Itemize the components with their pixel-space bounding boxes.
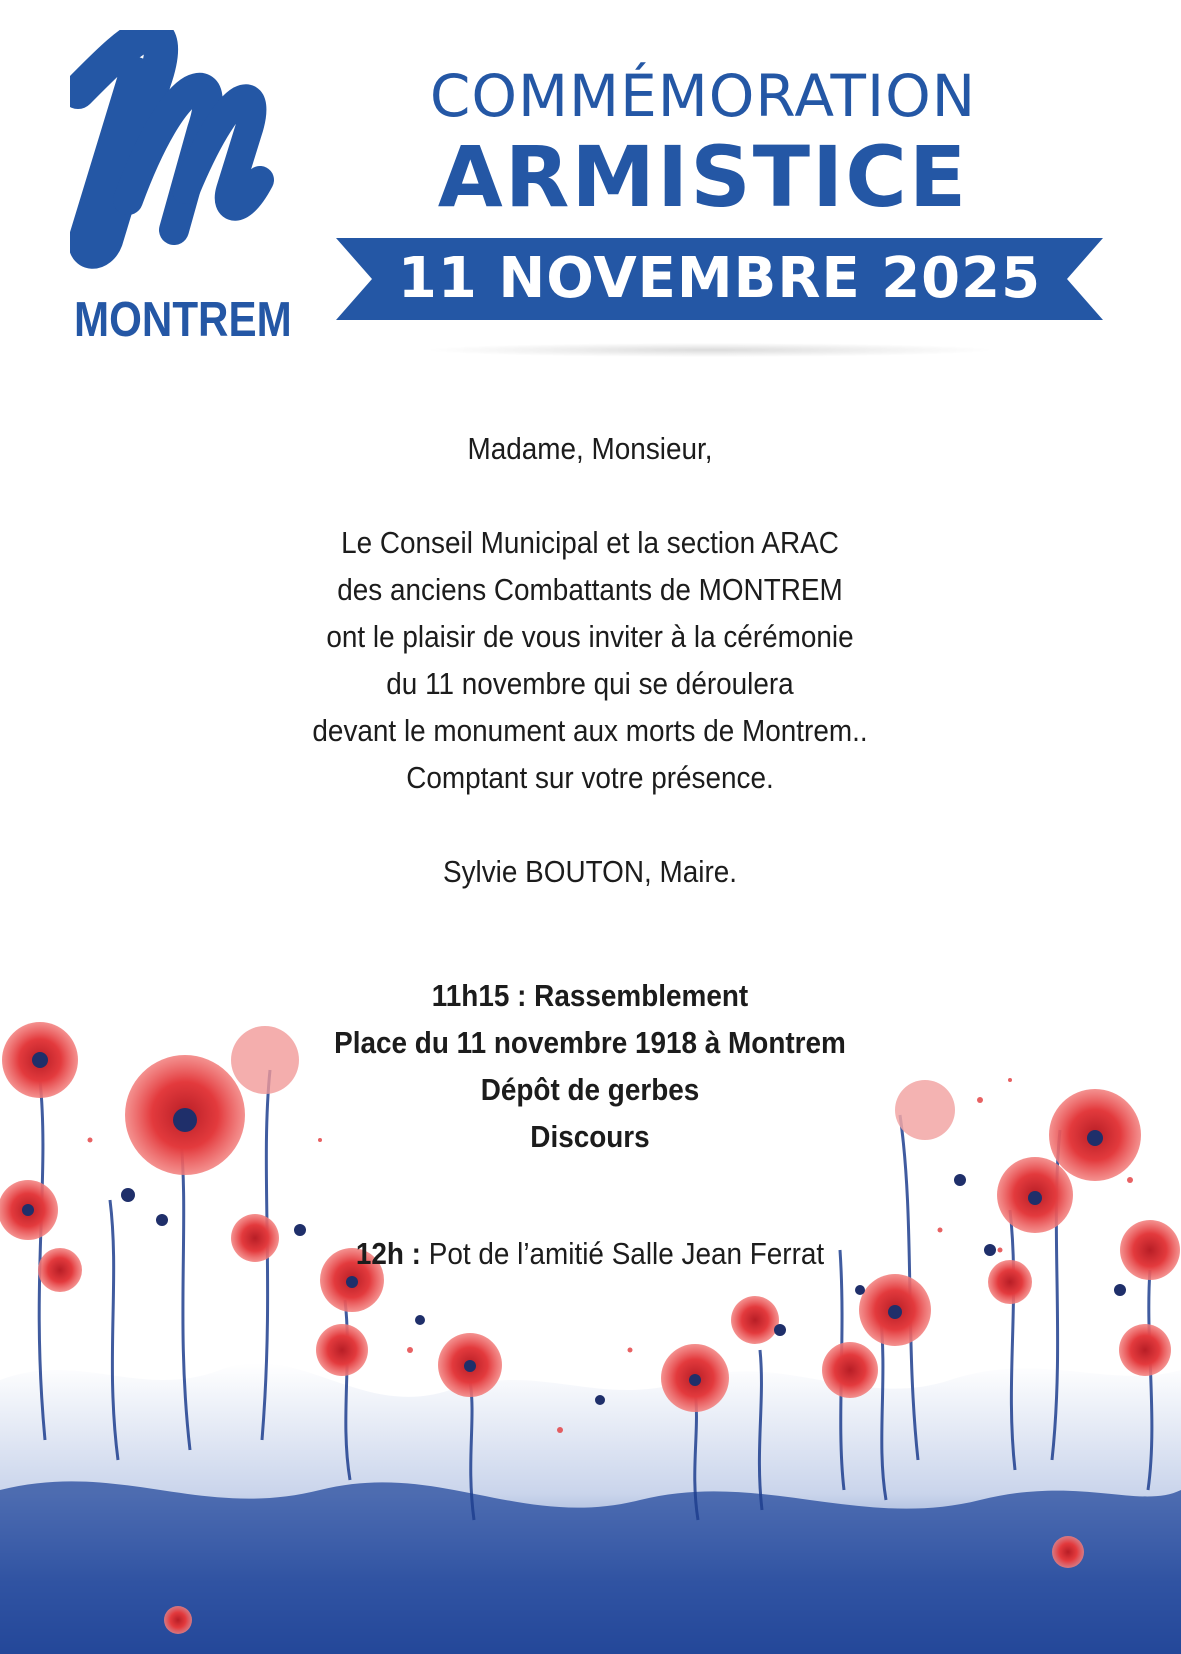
header-shadow-divider	[430, 343, 990, 357]
schedule-line: Dépôt de gerbes	[480, 1072, 700, 1107]
reception-line	[239, 1230, 941, 1277]
letter-line: Comptant sur votre présence.	[406, 760, 774, 795]
spacer	[239, 801, 941, 848]
schedule-line: Discours	[530, 1119, 650, 1154]
ribbon-date: 11 NOVEMBRE 2025	[397, 246, 1042, 311]
letter-line: devant le monument aux morts de Montrem..	[312, 713, 868, 748]
montrem-m-logo-icon	[70, 30, 285, 290]
title-commemoration: COMMÉMORATION	[429, 62, 977, 130]
letter-line: des anciens Combattants de MONTREM	[337, 572, 843, 607]
reception-time: 12h	[355, 1236, 404, 1271]
letter-line: du 11 novembre qui se déroulera	[386, 666, 794, 701]
logo-wordmark: MONTREM	[74, 293, 292, 347]
montrem-logo	[70, 30, 292, 347]
letter-greeting: Madame, Monsieur,	[467, 431, 713, 466]
schedule-line: 11h15 : Rassemblement	[431, 978, 749, 1013]
letter-signature: Sylvie BOUTON, Maire.	[442, 854, 738, 889]
letter-line: ont le plaisir de vous inviter à la cérémonie	[326, 619, 854, 654]
spacer	[239, 472, 941, 519]
title-armistice: ARMISTICE	[437, 128, 969, 226]
invitation-letter	[239, 425, 941, 895]
reception-separator: :	[403, 1236, 429, 1271]
letter-line: Le Conseil Municipal et la section ARAC	[341, 525, 839, 560]
schedule-line: Place du 11 novembre 1918 à Montrem	[334, 1025, 846, 1060]
reception-text: Pot de l’amitié Salle Jean Ferrat	[428, 1236, 825, 1271]
ceremony-schedule	[239, 972, 941, 1160]
